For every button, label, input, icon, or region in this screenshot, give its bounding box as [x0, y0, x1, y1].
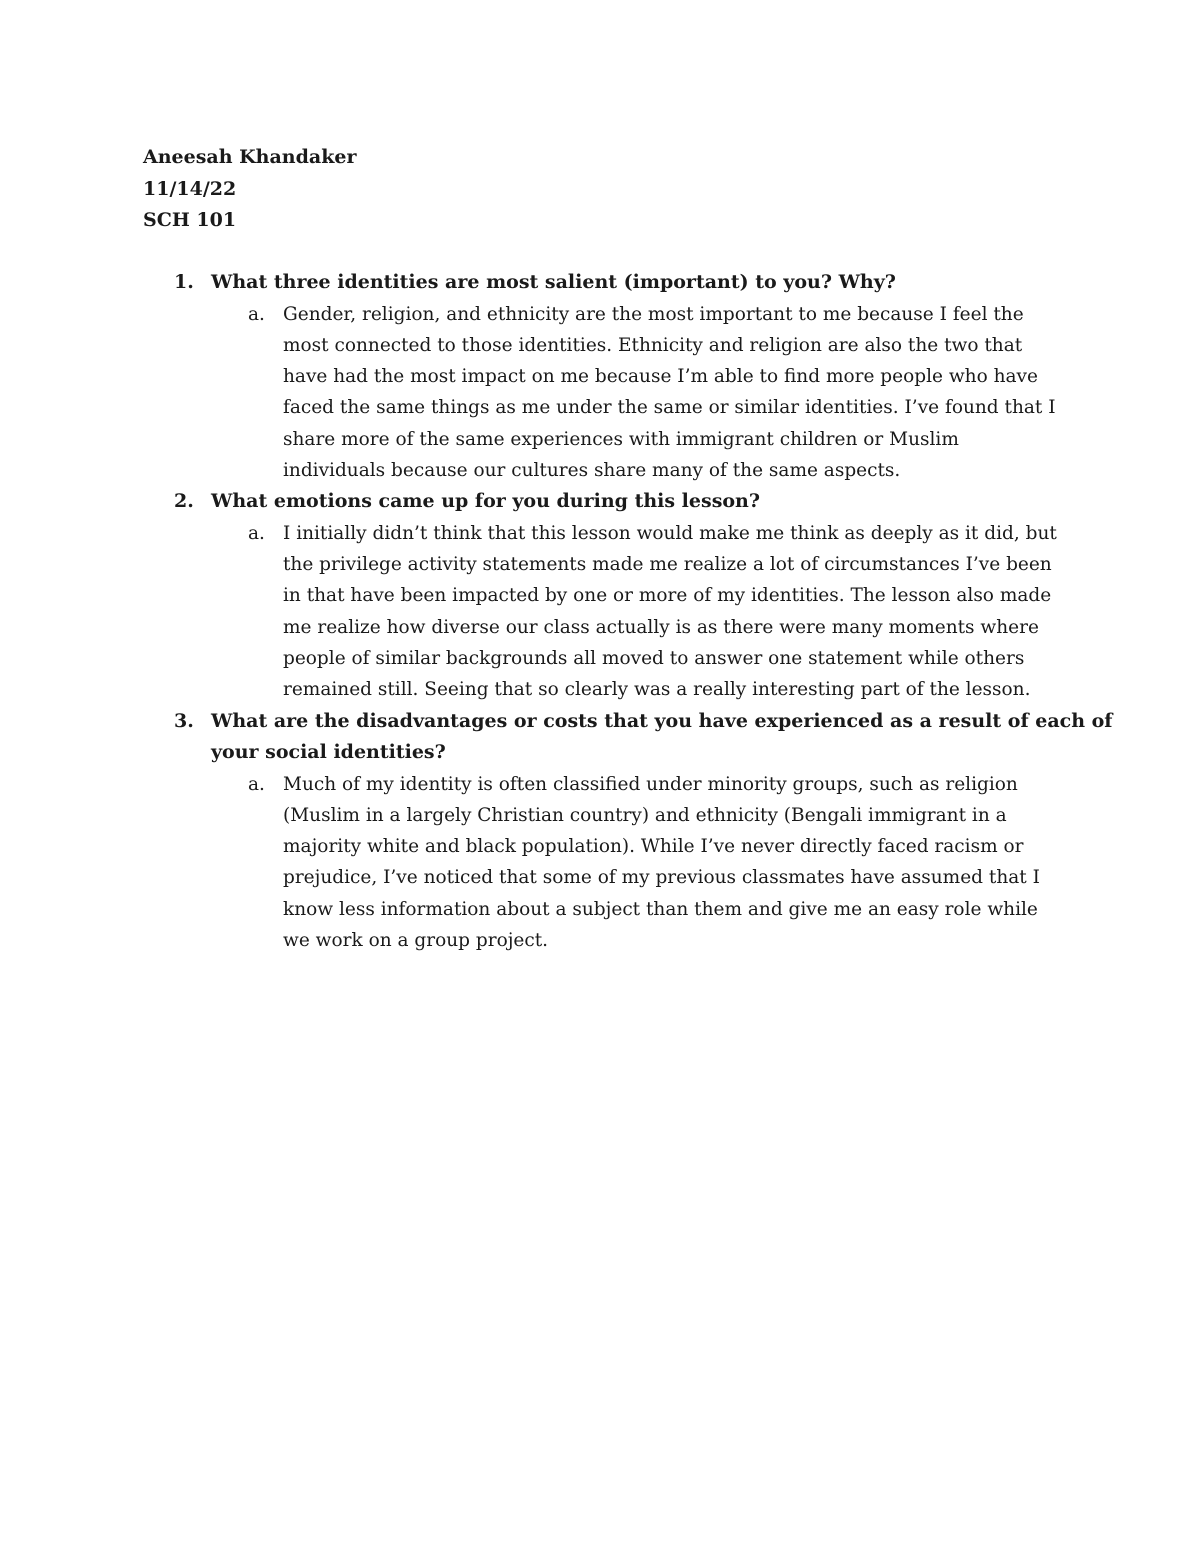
answer-line: share more of the same experiences with immigrant children or Muslim [283, 428, 959, 450]
answer-line: we work on a group project. [283, 930, 549, 952]
answer-line: people of similar backgrounds all moved to answer one statement while others [283, 647, 1025, 669]
document-date: 11/14/22 [143, 177, 237, 200]
answer-letter: a. [248, 773, 265, 795]
answer-line: me realize how diverse our class actually is as there were many moments where [283, 616, 1039, 638]
answer-line: majority white and black population). While I’ve never directly faced racism or [283, 836, 1024, 858]
answer-text [283, 518, 1073, 706]
answer-letter: a. [248, 303, 265, 325]
answer-line: know less information about a subject than them and give me an easy role while [283, 898, 1038, 920]
document-header [143, 142, 356, 237]
question-number: 2. [174, 490, 194, 513]
answer-line: remained still. Seeing that so clearly was a really interesting part of the lesson. [283, 679, 1031, 701]
answer-line: Much of my identity is often classified under minority groups, such as religion [283, 773, 1018, 795]
question-text [211, 706, 1113, 769]
question-line: What emotions came up for you during this lesson? [211, 490, 761, 513]
answer-text [283, 769, 1073, 957]
question-line: What three identities are most salient (important) to you? Why? [211, 271, 896, 293]
answer-3 [0, 769, 1200, 957]
answer-line: I initially didn’t think that this lesson would make me think as deeply as it did, but [283, 522, 1057, 544]
answer-line: faced the same things as me under the same or similar identities. I’ve found that I [283, 397, 1056, 419]
answer-line: in that have been impacted by one or more of my identities. The lesson also made [283, 585, 1052, 607]
answer-line: individuals because our cultures share many of the same aspects. [283, 459, 901, 481]
question-text [211, 486, 1071, 518]
answer-text [283, 299, 1073, 487]
question-3 [0, 706, 1200, 957]
answer-line: the privilege activity statements made me realize a lot of circumstances I’ve been [283, 554, 1052, 576]
answer-line: prejudice, I’ve noticed that some of my previous classmates have assumed that I [283, 867, 1040, 889]
question-number: 1. [174, 271, 194, 293]
question-2 [0, 486, 1200, 705]
answer-2 [0, 518, 1200, 706]
question-line: your social identities? [211, 741, 446, 764]
question-1 [0, 267, 1200, 486]
answer-line: most connected to those identities. Ethnicity and religion are also the two that [283, 334, 1023, 356]
answer-line: have had the most impact on me because I’m able to find more people who have [283, 366, 1038, 388]
course-code: SCH 101 [143, 209, 237, 231]
answer-letter: a. [248, 522, 265, 544]
answer-1 [0, 299, 1200, 487]
answer-line: Gender, religion, and ethnicity are the most important to me because I feel the [283, 303, 1024, 325]
author-name: Aneesah Khandaker [143, 146, 357, 168]
answer-line: (Muslim in a largely Christian country) and ethnicity (Bengali immigrant in a [283, 804, 1007, 826]
question-line: What are the disadvantages or costs that you have experienced as a result of each of [211, 709, 1113, 732]
question-text [211, 267, 1071, 299]
question-list [0, 267, 1200, 956]
question-number: 3. [174, 709, 194, 732]
